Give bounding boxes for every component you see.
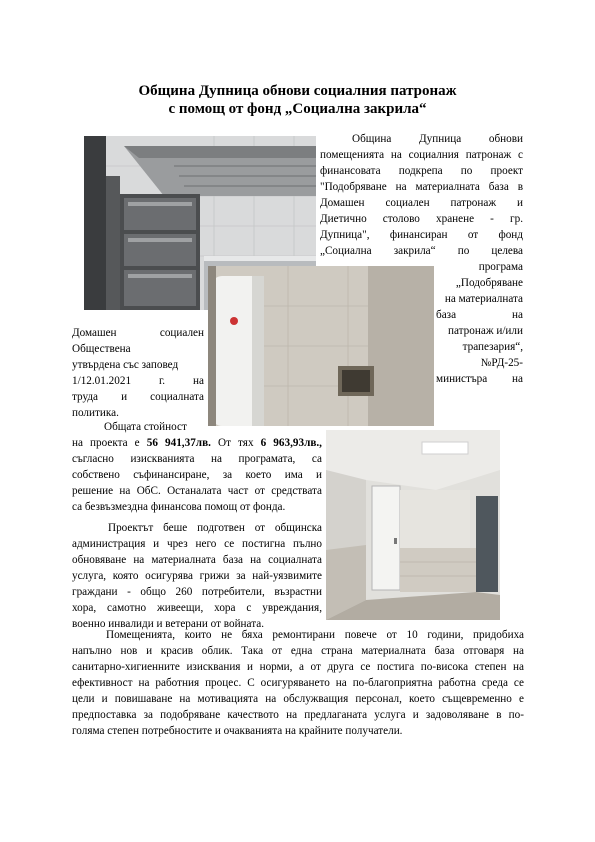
boiler-photo (208, 266, 434, 426)
total-value: 56 941,37лв. (146, 437, 211, 449)
para1-line10: „Подобряване (455, 277, 523, 289)
para1-line11: на материалната (444, 293, 523, 305)
para4-line1: Помещенията, които не бяха ремонтирани повече от 10 години, придобиха (106, 629, 524, 641)
para1-left6: политика. (72, 407, 119, 419)
para1-left3: утвърдена със заповед (72, 359, 179, 371)
para1-line8: „Социална закрила“ по целева (320, 245, 523, 257)
article-title-line-2: с помощ от фонд „Социална закрила“ (168, 101, 427, 117)
para4-line4: ефективност на работния процес. С осигуряването на по-благоприятна работна среда се (72, 677, 524, 689)
para3-line3: обновяване на материалната база на социалната (72, 554, 322, 566)
para1-line7: Дупница", финансиран от фонд (320, 229, 523, 241)
corridor-photo (326, 430, 500, 620)
para2-text-pre: на проекта е (72, 437, 147, 449)
para2-line3: съгласно изискванията на програмата, са (72, 453, 322, 465)
para3-line6: хора, самотно живеещи, хора с увреждания, (72, 602, 322, 614)
para1-left5: труда и социалната (72, 391, 204, 403)
para1-line3: финансовата подкрепа по проект (320, 165, 523, 177)
para3-line7: военно инвалиди и ветерани от войната. (72, 618, 265, 630)
para1-left1: Домашен социален (72, 327, 204, 339)
para1-text: Община Дупница обнови (352, 133, 523, 145)
para2-line4: собствено съфинансиране, за което има и (72, 469, 322, 481)
para4-line2: напълно нов и красив облик. Така от една страна материалната база отговаря на (72, 645, 524, 657)
para4-line6: предпоставка за подобряване качеството на предлаганата услуга и задоволяване в по- (72, 709, 524, 721)
para1-line6: Диетично столово хранене - гр. (320, 213, 523, 225)
para1-line1 (320, 132, 523, 148)
para1-line9: програма (478, 261, 523, 273)
para1-line2: помещенията на социалния патронаж с (320, 149, 523, 161)
para4-line7: голяма степен потребностите и очакванията на крайните получатели. (72, 725, 403, 737)
para4-line5: цели и повишаване на мотивацията на обслужващия персонал, което същевременно е (72, 693, 524, 705)
cofinance-value: 6 963,93лв., (260, 437, 322, 449)
para1-line5: Домашен социален патронаж и (320, 197, 523, 209)
para3-line5: граждани - общо 260 потребители, възрастни (72, 586, 322, 598)
para1-line13: патронаж и/или (447, 325, 523, 337)
para3-line2: администрация и чрез него се постигна пълно (72, 538, 322, 550)
para2-line1: Общата стойност (104, 421, 187, 433)
para3-line4: услуга, която осигурява грижи за най-уязвимите (72, 570, 322, 582)
para1-line15: №РД-25- (480, 357, 523, 369)
para2-line2 (72, 436, 322, 452)
article-title-line-1: Община Дупница обнови социалния патронаж (138, 83, 457, 99)
para2-text-mid: От тях (210, 437, 261, 449)
para2-line6: са безвъзмездна финансова помощ от фонда. (72, 501, 286, 513)
para1-left4: 1/12.01.2021 г. на (72, 375, 204, 387)
para1-line16: министъра на (436, 373, 523, 385)
para1-line12: база на (436, 309, 523, 321)
para4-line3: санитарно-хигиенните изисквания и норми, а от друга се постига по-висока степен на (72, 661, 524, 673)
para2-line5: решение на ОбС. Останалата част от средствата (72, 485, 322, 497)
para1-left2: Обществена (72, 343, 131, 355)
para3-line1: Проектът беше подготвен от общинска (108, 522, 322, 534)
para1-line14: трапезария“, (462, 341, 523, 353)
para1-line4: "Подобряване на материалната база в (320, 181, 523, 193)
